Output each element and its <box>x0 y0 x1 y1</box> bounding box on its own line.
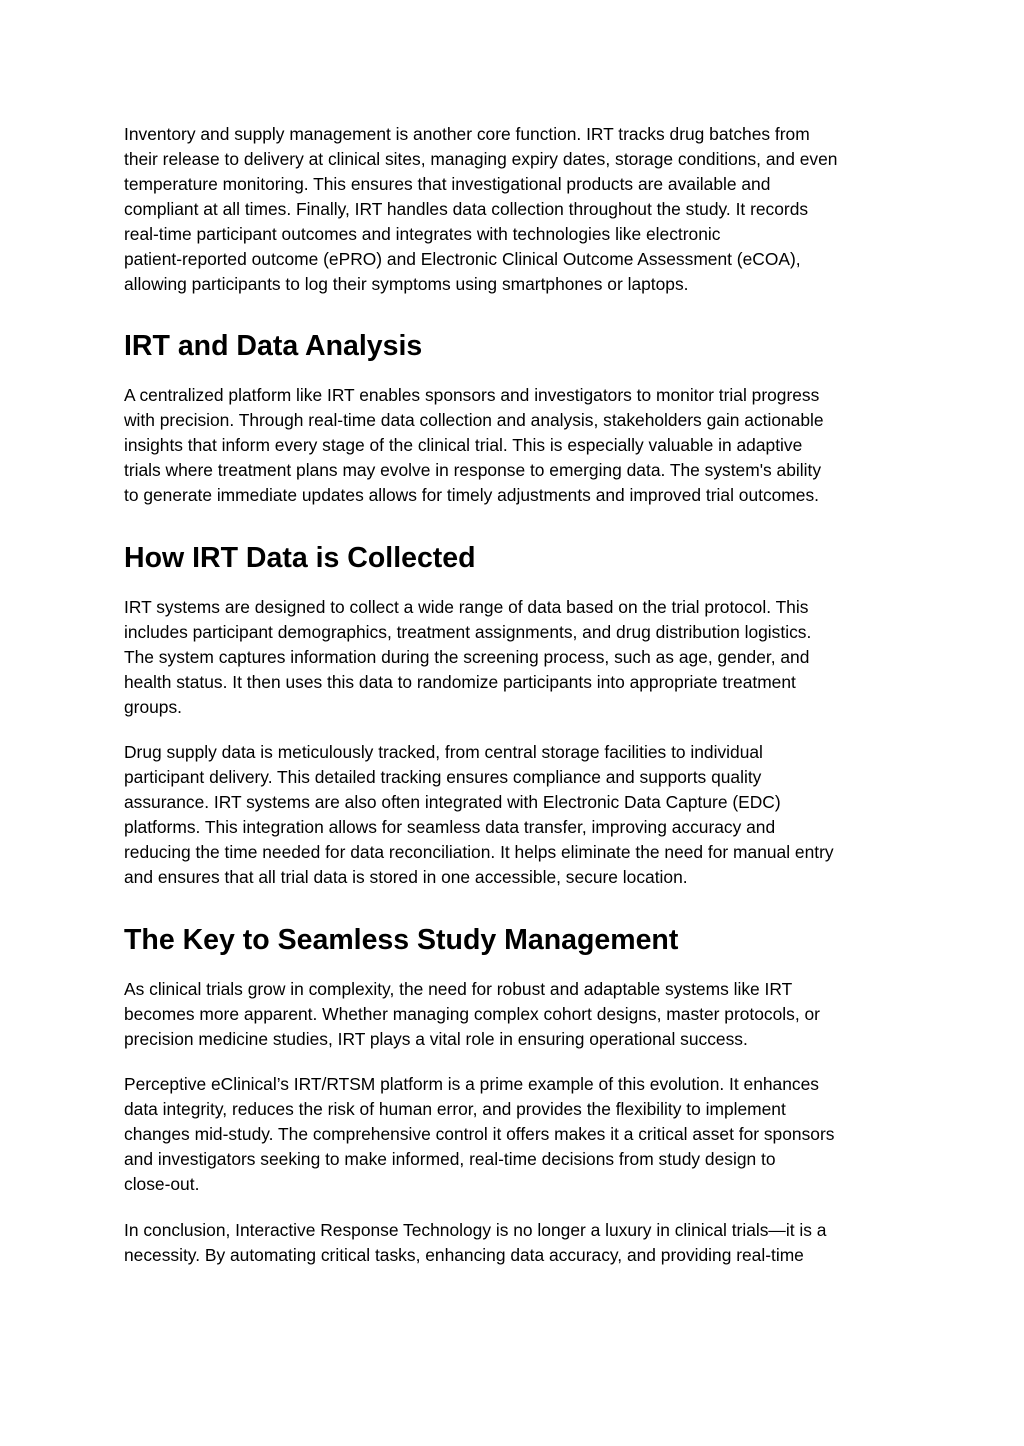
text-line: groups. <box>124 697 183 717</box>
text-line: IRT systems are designed to collect a wide range of data based on the trial protocol. This <box>124 597 809 617</box>
collected-paragraph-2 <box>124 740 904 890</box>
text-line: precision medicine studies, IRT plays a vital role in ensuring operational success. <box>124 1029 748 1049</box>
text-line: participant delivery. This detailed tracking ensures compliance and supports quality <box>124 767 762 787</box>
text-line: and ensures that all trial data is stored in one accessible, secure location. <box>124 867 688 887</box>
text-line: Inventory and supply management is another core function. IRT tracks drug batches from <box>124 124 810 144</box>
text-line: As clinical trials grow in complexity, the need for robust and adaptable systems like IRT <box>124 979 793 999</box>
text-line: includes participant demographics, treatment assignments, and drug distribution logistics. <box>124 622 812 642</box>
document-page <box>124 122 904 1268</box>
conclusion-paragraph <box>124 1218 904 1268</box>
text-line: patient-reported outcome (ePRO) and Electronic Clinical Outcome Assessment (eCOA), <box>124 249 801 269</box>
text-line: assurance. IRT systems are also often integrated with Electronic Data Capture (EDC) <box>124 792 781 812</box>
key-paragraph-2 <box>124 1072 904 1197</box>
heading-irt-data-analysis: IRT and Data Analysis <box>124 330 423 362</box>
text-line: changes mid-study. The comprehensive control it offers makes it a critical asset for sponsors <box>124 1124 835 1144</box>
text-line: close-out. <box>124 1174 200 1194</box>
text-line: temperature monitoring. This ensures that investigational products are available and <box>124 174 771 194</box>
text-line: with precision. Through real-time data collection and analysis, stakeholders gain actionable <box>124 410 824 430</box>
text-line: A centralized platform like IRT enables sponsors and investigators to monitor trial progress <box>124 385 820 405</box>
heading-how-irt-data-collected: How IRT Data is Collected <box>124 542 476 574</box>
text-line: insights that inform every stage of the clinical trial. This is especially valuable in adaptive <box>124 435 803 455</box>
text-line: Drug supply data is meticulously tracked, from central storage facilities to individual <box>124 742 763 762</box>
key-paragraph-1 <box>124 977 904 1052</box>
text-line: becomes more apparent. Whether managing complex cohort designs, master protocols, or <box>124 1004 820 1024</box>
text-line: allowing participants to log their symptoms using smartphones or laptops. <box>124 274 689 294</box>
text-line: to generate immediate updates allows for timely adjustments and improved trial outcomes. <box>124 485 819 505</box>
intro-paragraph <box>124 122 904 297</box>
text-line: necessity. By automating critical tasks, enhancing data accuracy, and providing real-time <box>124 1245 804 1265</box>
text-line: trials where treatment plans may evolve in response to emerging data. The system's ability <box>124 460 822 480</box>
text-line: Perceptive eClinical’s IRT/RTSM platform is a prime example of this evolution. It enhances <box>124 1074 819 1094</box>
text-line: their release to delivery at clinical sites, managing expiry dates, storage conditions, and even <box>124 149 838 169</box>
text-line: data integrity, reduces the risk of human error, and provides the flexibility to implement <box>124 1099 786 1119</box>
collected-paragraph-1 <box>124 595 904 720</box>
text-line: health status. It then uses this data to randomize participants into appropriate treatment <box>124 672 796 692</box>
text-line: and investigators seeking to make informed, real-time decisions from study design to <box>124 1149 776 1169</box>
text-line: platforms. This integration allows for seamless data transfer, improving accuracy and <box>124 817 776 837</box>
heading-key-seamless-study-management: The Key to Seamless Study Management <box>124 924 679 956</box>
text-line: The system captures information during the screening process, such as age, gender, and <box>124 647 810 667</box>
text-line: real-time participant outcomes and integrates with technologies like electronic <box>124 224 721 244</box>
text-line: reducing the time needed for data reconciliation. It helps eliminate the need for manual entry <box>124 842 834 862</box>
text-line: compliant at all times. Finally, IRT handles data collection throughout the study. It records <box>124 199 809 219</box>
analysis-paragraph <box>124 383 904 508</box>
text-line: In conclusion, Interactive Response Technology is no longer a luxury in clinical trials—it is a <box>124 1220 827 1240</box>
